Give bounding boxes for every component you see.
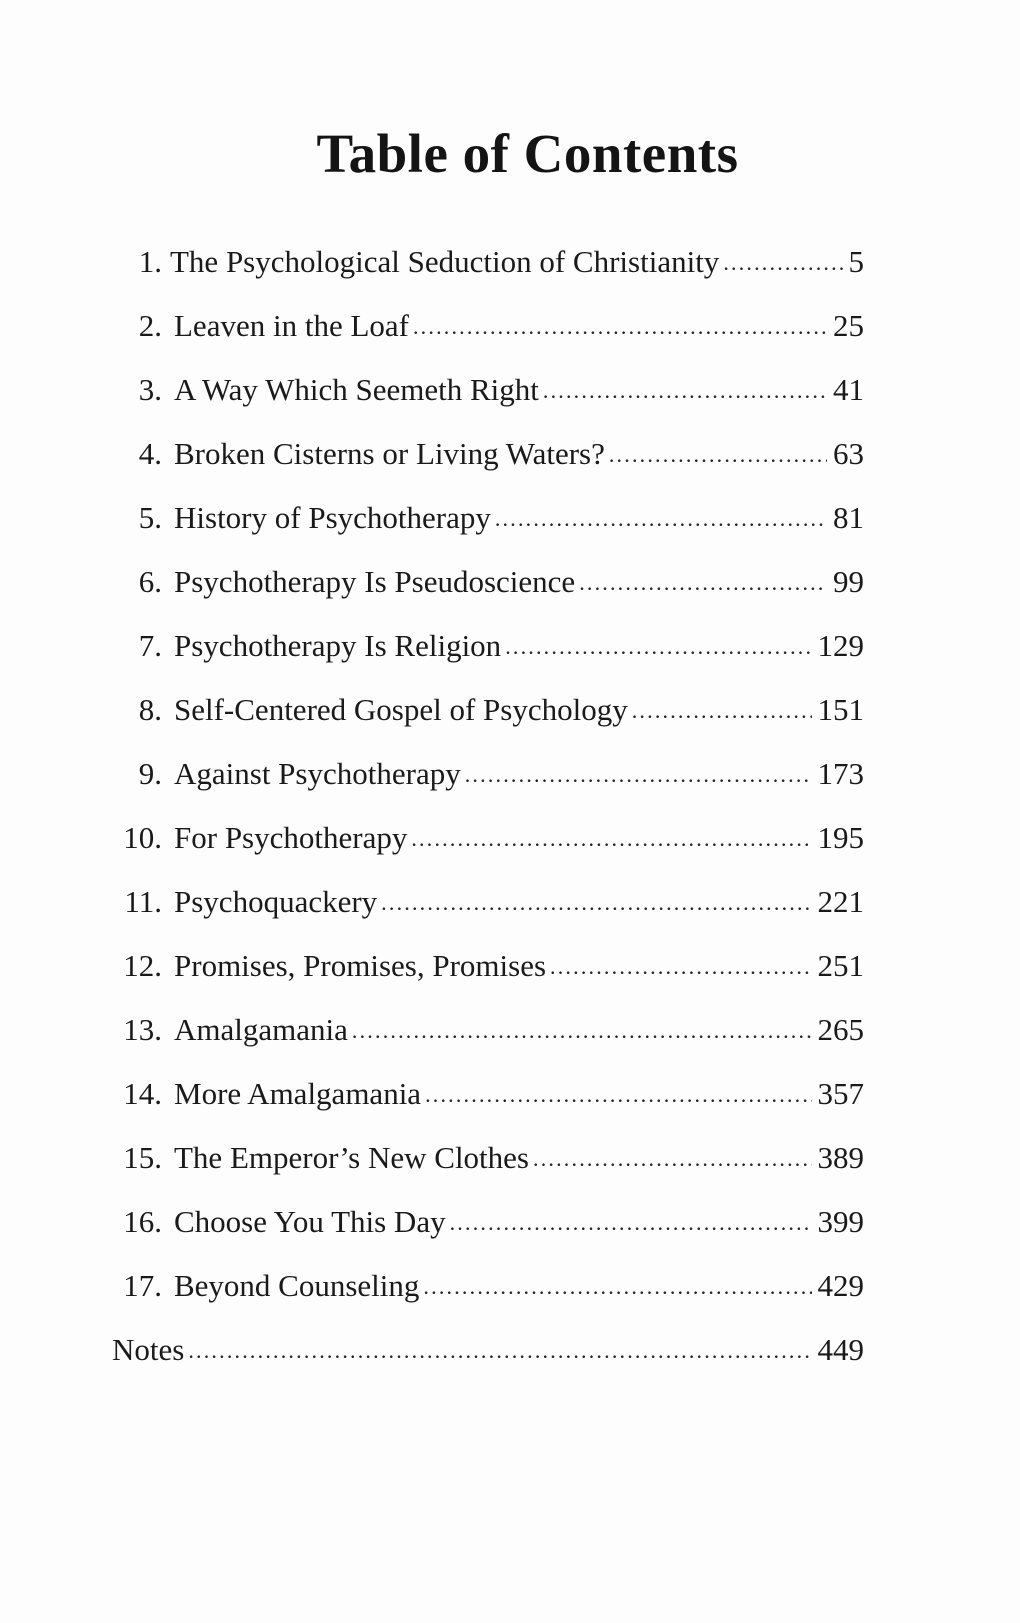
entry-number: 8. — [138, 692, 162, 727]
dot-leader — [533, 1137, 812, 1181]
dot-leader — [425, 1073, 811, 1117]
entry-number: 13. — [123, 1012, 162, 1047]
toc-entry — [112, 560, 864, 624]
entry-title: Choose You This Day — [174, 1204, 446, 1239]
entry-title: The Psychological Seduction of Christianity — [170, 244, 720, 279]
dot-leader — [411, 817, 811, 861]
entry-number: 1. — [138, 244, 162, 279]
toc-entry — [112, 496, 864, 560]
entry-page: 221 — [817, 884, 864, 919]
dot-leader — [632, 689, 812, 733]
entry-title: More Amalgamania — [174, 1076, 422, 1111]
entry-page: 265 — [817, 1012, 864, 1047]
entry-number: 15. — [123, 1140, 162, 1175]
entry-title: Beyond Counseling — [174, 1268, 420, 1303]
dot-leader — [543, 369, 827, 413]
entry-page: 195 — [817, 820, 864, 855]
dot-leader — [450, 1201, 812, 1245]
entry-title: A Way Which Seemeth Right — [174, 372, 539, 407]
entry-number: 5. — [138, 500, 162, 535]
entry-title: For Psychotherapy — [174, 820, 408, 855]
entry-title: Broken Cisterns or Living Waters? — [174, 436, 605, 471]
toc-entry — [112, 1072, 864, 1136]
toc-entry — [112, 752, 864, 816]
toc-entry — [112, 432, 864, 496]
entry-page: 357 — [817, 1076, 864, 1111]
entry-number: 2. — [138, 308, 162, 343]
dot-leader — [188, 1329, 811, 1373]
entry-page: 81 — [833, 500, 864, 535]
entry-page: 449 — [817, 1332, 864, 1367]
entry-page: 389 — [817, 1140, 864, 1175]
entry-number: 6. — [138, 564, 162, 599]
toc-list — [112, 240, 864, 1392]
dot-leader — [413, 305, 827, 349]
entry-page: 251 — [817, 948, 864, 983]
entry-number: 4. — [138, 436, 162, 471]
entry-page: 99 — [833, 564, 864, 599]
entry-title: History of Psychotherapy — [174, 500, 491, 535]
dot-leader — [579, 561, 827, 605]
entry-page: 399 — [817, 1204, 864, 1239]
dot-leader — [352, 1009, 812, 1053]
entry-number: 11. — [124, 884, 162, 919]
toc-entry — [112, 304, 864, 368]
entry-title: Psychotherapy Is Religion — [174, 628, 502, 663]
toc-entry — [112, 1008, 864, 1072]
entry-page: 429 — [817, 1268, 864, 1303]
entry-number: 9. — [138, 756, 162, 791]
entry-number: 7. — [138, 628, 162, 663]
entry-title: Leaven in the Loaf — [174, 308, 409, 343]
toc-entry — [112, 1264, 864, 1328]
toc-entry — [112, 688, 864, 752]
page-title: Table of Contents — [316, 123, 739, 184]
dot-leader — [609, 433, 827, 477]
entry-page: 25 — [833, 308, 864, 343]
entry-title: Self-Centered Gospel of Psychology — [174, 692, 628, 727]
dot-leader — [381, 881, 811, 925]
entry-number: 17. — [123, 1268, 162, 1303]
toc-entry — [112, 624, 864, 688]
toc-entry — [112, 816, 864, 880]
dot-leader — [465, 753, 812, 797]
dot-leader — [723, 241, 842, 285]
entry-page: 5 — [848, 244, 864, 279]
entry-number: 12. — [123, 948, 162, 983]
toc-entry — [112, 368, 864, 432]
entry-number: 14. — [123, 1076, 162, 1111]
dot-leader — [495, 497, 827, 541]
entry-page: 173 — [817, 756, 864, 791]
entry-title: The Emperor’s New Clothes — [174, 1140, 529, 1175]
entry-page: 129 — [817, 628, 864, 663]
entry-page: 41 — [833, 372, 864, 407]
entry-number: 16. — [123, 1204, 162, 1239]
entry-number: 3. — [138, 372, 162, 407]
entry-title: Psychoquackery — [174, 884, 378, 919]
entry-page: 151 — [817, 692, 864, 727]
entry-title: Promises, Promises, Promises — [174, 948, 547, 983]
toc-entry — [112, 880, 864, 944]
toc-entry — [112, 240, 864, 304]
dot-leader — [550, 945, 811, 989]
entry-title: Notes — [112, 1332, 185, 1367]
entry-number: 10. — [123, 820, 162, 855]
entry-title: Amalgamania — [174, 1012, 348, 1047]
toc-entry — [112, 1200, 864, 1264]
toc-entry — [112, 1136, 864, 1200]
entry-title: Psychotherapy Is Pseudoscience — [174, 564, 576, 599]
toc-entry — [112, 944, 864, 1008]
entry-page: 63 — [833, 436, 864, 471]
dot-leader — [423, 1265, 811, 1309]
entry-title: Against Psychotherapy — [174, 756, 461, 791]
dot-leader — [505, 625, 811, 669]
toc-entry-notes — [112, 1328, 864, 1392]
